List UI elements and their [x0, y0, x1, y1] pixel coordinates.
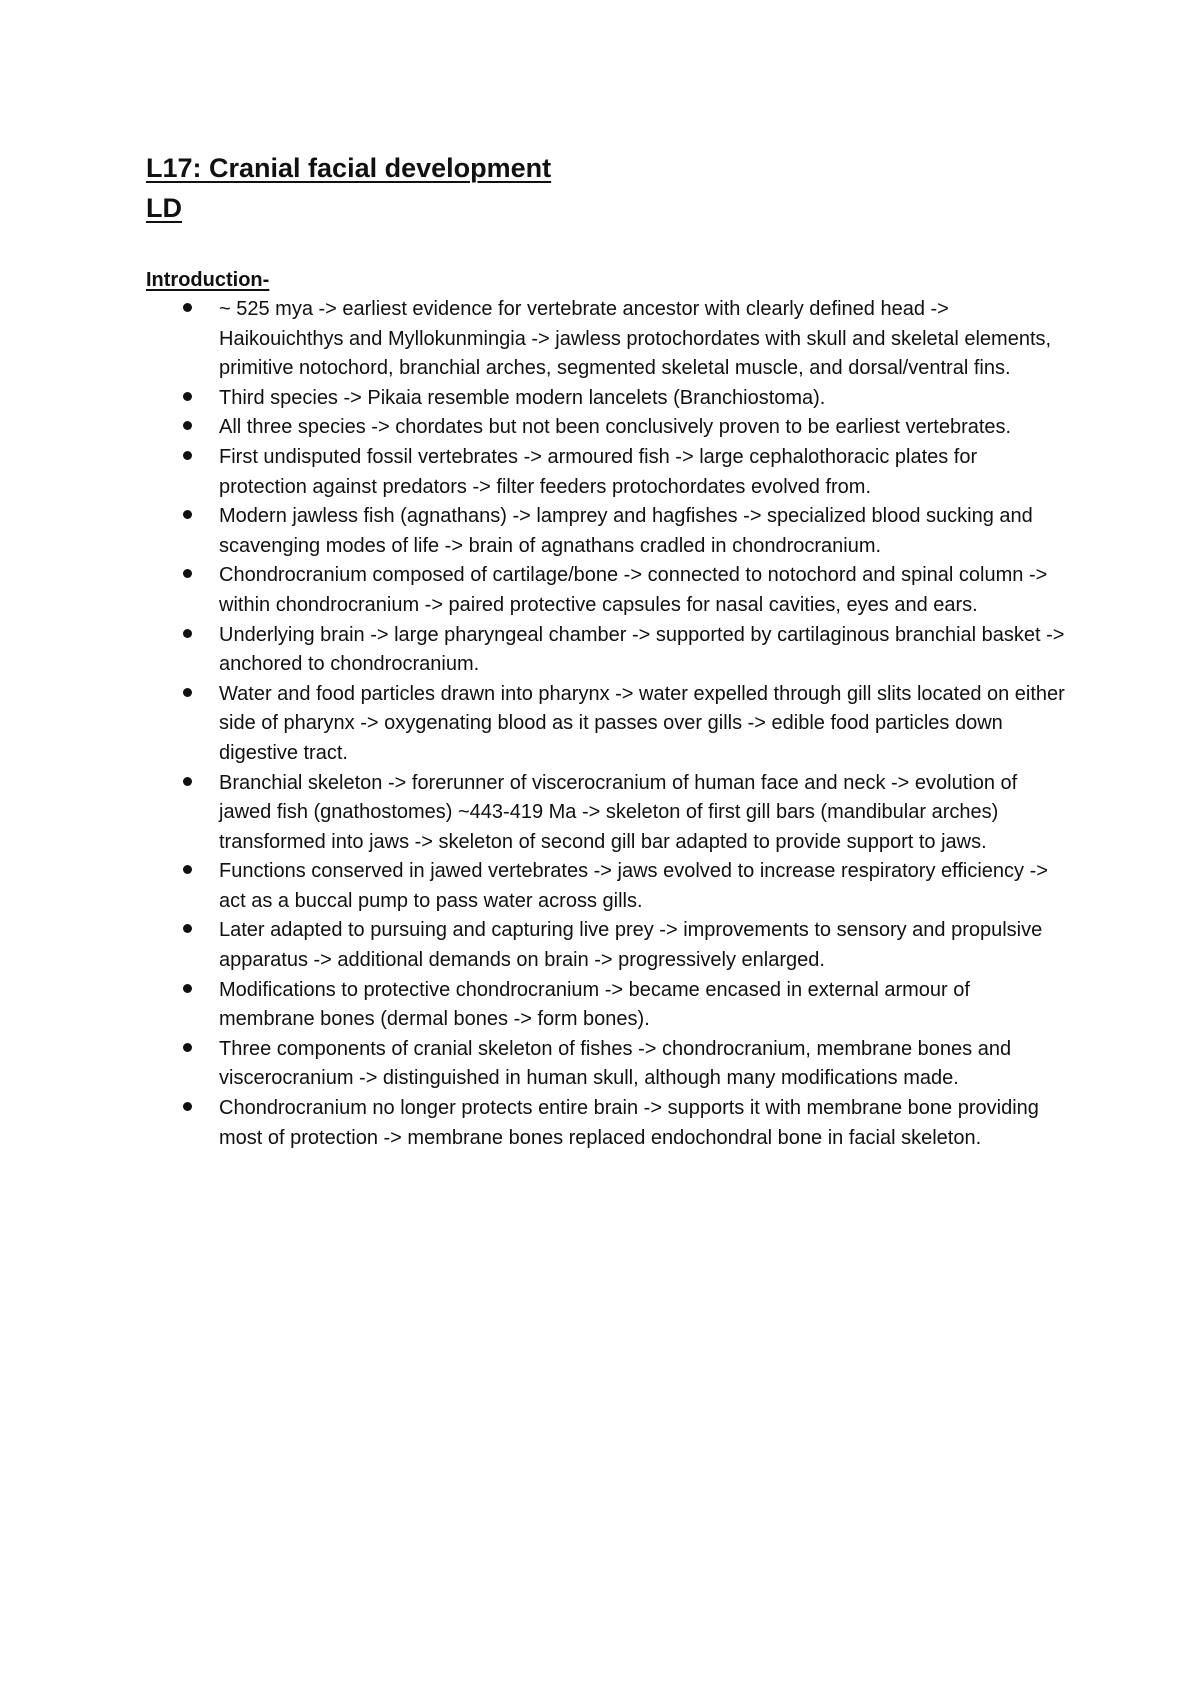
- bullet-icon: [183, 1102, 192, 1111]
- bullet-item: [0, 621, 1200, 680]
- bullet-text: First undisputed fossil vertebrates -> armoured fish -> large cephalothoracic plates for protection against predators -> filter feeders protochordates evolved from.: [219, 445, 978, 498]
- page-title: L17: Cranial facial development: [146, 153, 552, 183]
- bullet-icon: [183, 924, 192, 933]
- bullet-text: Functions conserved in jawed vertebrates -> jaws evolved to increase respiratory efficiency -> act as a buccal pump to pass water across gills.: [219, 860, 1048, 912]
- bullet-icon: [183, 303, 192, 312]
- bullet-text: ~ 525 mya -> earliest evidence for vertebrate ancestor with clearly defined head -> Haikouichthys and Myllokunmingia -> jawless protochordates with skull and skeletal elements, primitive notochord, branchial arches, segmented skeletal muscle, and dorsal/ventral fins.: [219, 298, 1052, 380]
- bullet-icon: [183, 1043, 192, 1052]
- bullet-item: [0, 443, 1200, 502]
- bullet-item: [0, 1035, 1200, 1094]
- bullet-item: [0, 502, 1200, 561]
- bullet-icon: [183, 569, 192, 578]
- bullet-item: [0, 976, 1200, 1035]
- bullet-text: Third species -> Pikaia resemble modern lancelets (Branchiostoma).: [219, 386, 826, 409]
- bullet-icon: [183, 451, 192, 460]
- bullet-icon: [183, 984, 192, 993]
- bullet-text: Later adapted to pursuing and capturing live prey -> improvements to sensory and propulsive apparatus -> additional demands on brain -> progressively enlarged.: [219, 919, 1043, 972]
- bullet-text: Water and food particles drawn into pharynx -> water expelled through gill slits located on either side of pharynx -> oxygenating blood as it passes over gills -> edible food particles down digestive tract.: [219, 682, 1065, 764]
- bullet-text: Modifications to protective chondrocranium -> became encased in external armour of membrane bones (dermal bones -> form bones).: [219, 978, 970, 1031]
- bullet-icon: [183, 777, 192, 786]
- bullet-item: [0, 413, 1200, 443]
- bullet-icon: [183, 510, 192, 519]
- bullet-icon: [183, 629, 192, 638]
- bullet-item: [0, 680, 1200, 769]
- bullet-item: [0, 916, 1200, 975]
- bullet-text: Modern jawless fish (agnathans) -> lamprey and hagfishes -> specialized blood sucking and scavenging modes of life -> brain of agnathans cradled in chondrocranium.: [219, 505, 1033, 557]
- bullet-item: [0, 384, 1200, 414]
- bullet-item: [0, 561, 1200, 620]
- bullet-text: Chondrocranium composed of cartilage/bone -> connected to notochord and spinal column -> within chondrocranium -> paired protective capsules for nasal cavities, eyes and ears.: [219, 564, 1048, 616]
- section-heading: Introduction-: [146, 269, 270, 291]
- bullet-icon: [183, 688, 192, 697]
- bullet-item: [0, 295, 1200, 384]
- bullet-item: [0, 1094, 1200, 1153]
- bullet-text: All three species -> chordates but not been conclusively proven to be earliest vertebrates.: [219, 416, 1012, 439]
- bullet-icon: [183, 865, 192, 874]
- bullet-icon: [183, 392, 192, 401]
- bullet-text: Branchial skeleton -> forerunner of viscerocranium of human face and neck -> evolution of jawed fish (gnathostomes) ~443-419 Ma -> skeleton of first gill bars (mandibular arches) transformed into jaws -> skeleton of second gill bar adapted to provide support to jaws.: [219, 771, 1018, 853]
- page-subtitle: LD: [146, 193, 182, 223]
- bullet-list: [0, 295, 1200, 1153]
- bullet-item: [0, 857, 1200, 916]
- bullet-icon: [183, 421, 192, 430]
- bullet-text: Underlying brain -> large pharyngeal chamber -> supported by cartilaginous branchial basket -> anchored to chondrocranium.: [219, 623, 1065, 676]
- bullet-item: [0, 769, 1200, 858]
- bullet-text: Chondrocranium no longer protects entire brain -> supports it with membrane bone providing most of protection -> membrane bones replaced endochondral bone in facial skeleton.: [219, 1097, 1039, 1149]
- bullet-text: Three components of cranial skeleton of fishes -> chondrocranium, membrane bones and viscerocranium -> distinguished in human skull, although many modifications made.: [219, 1037, 1012, 1090]
